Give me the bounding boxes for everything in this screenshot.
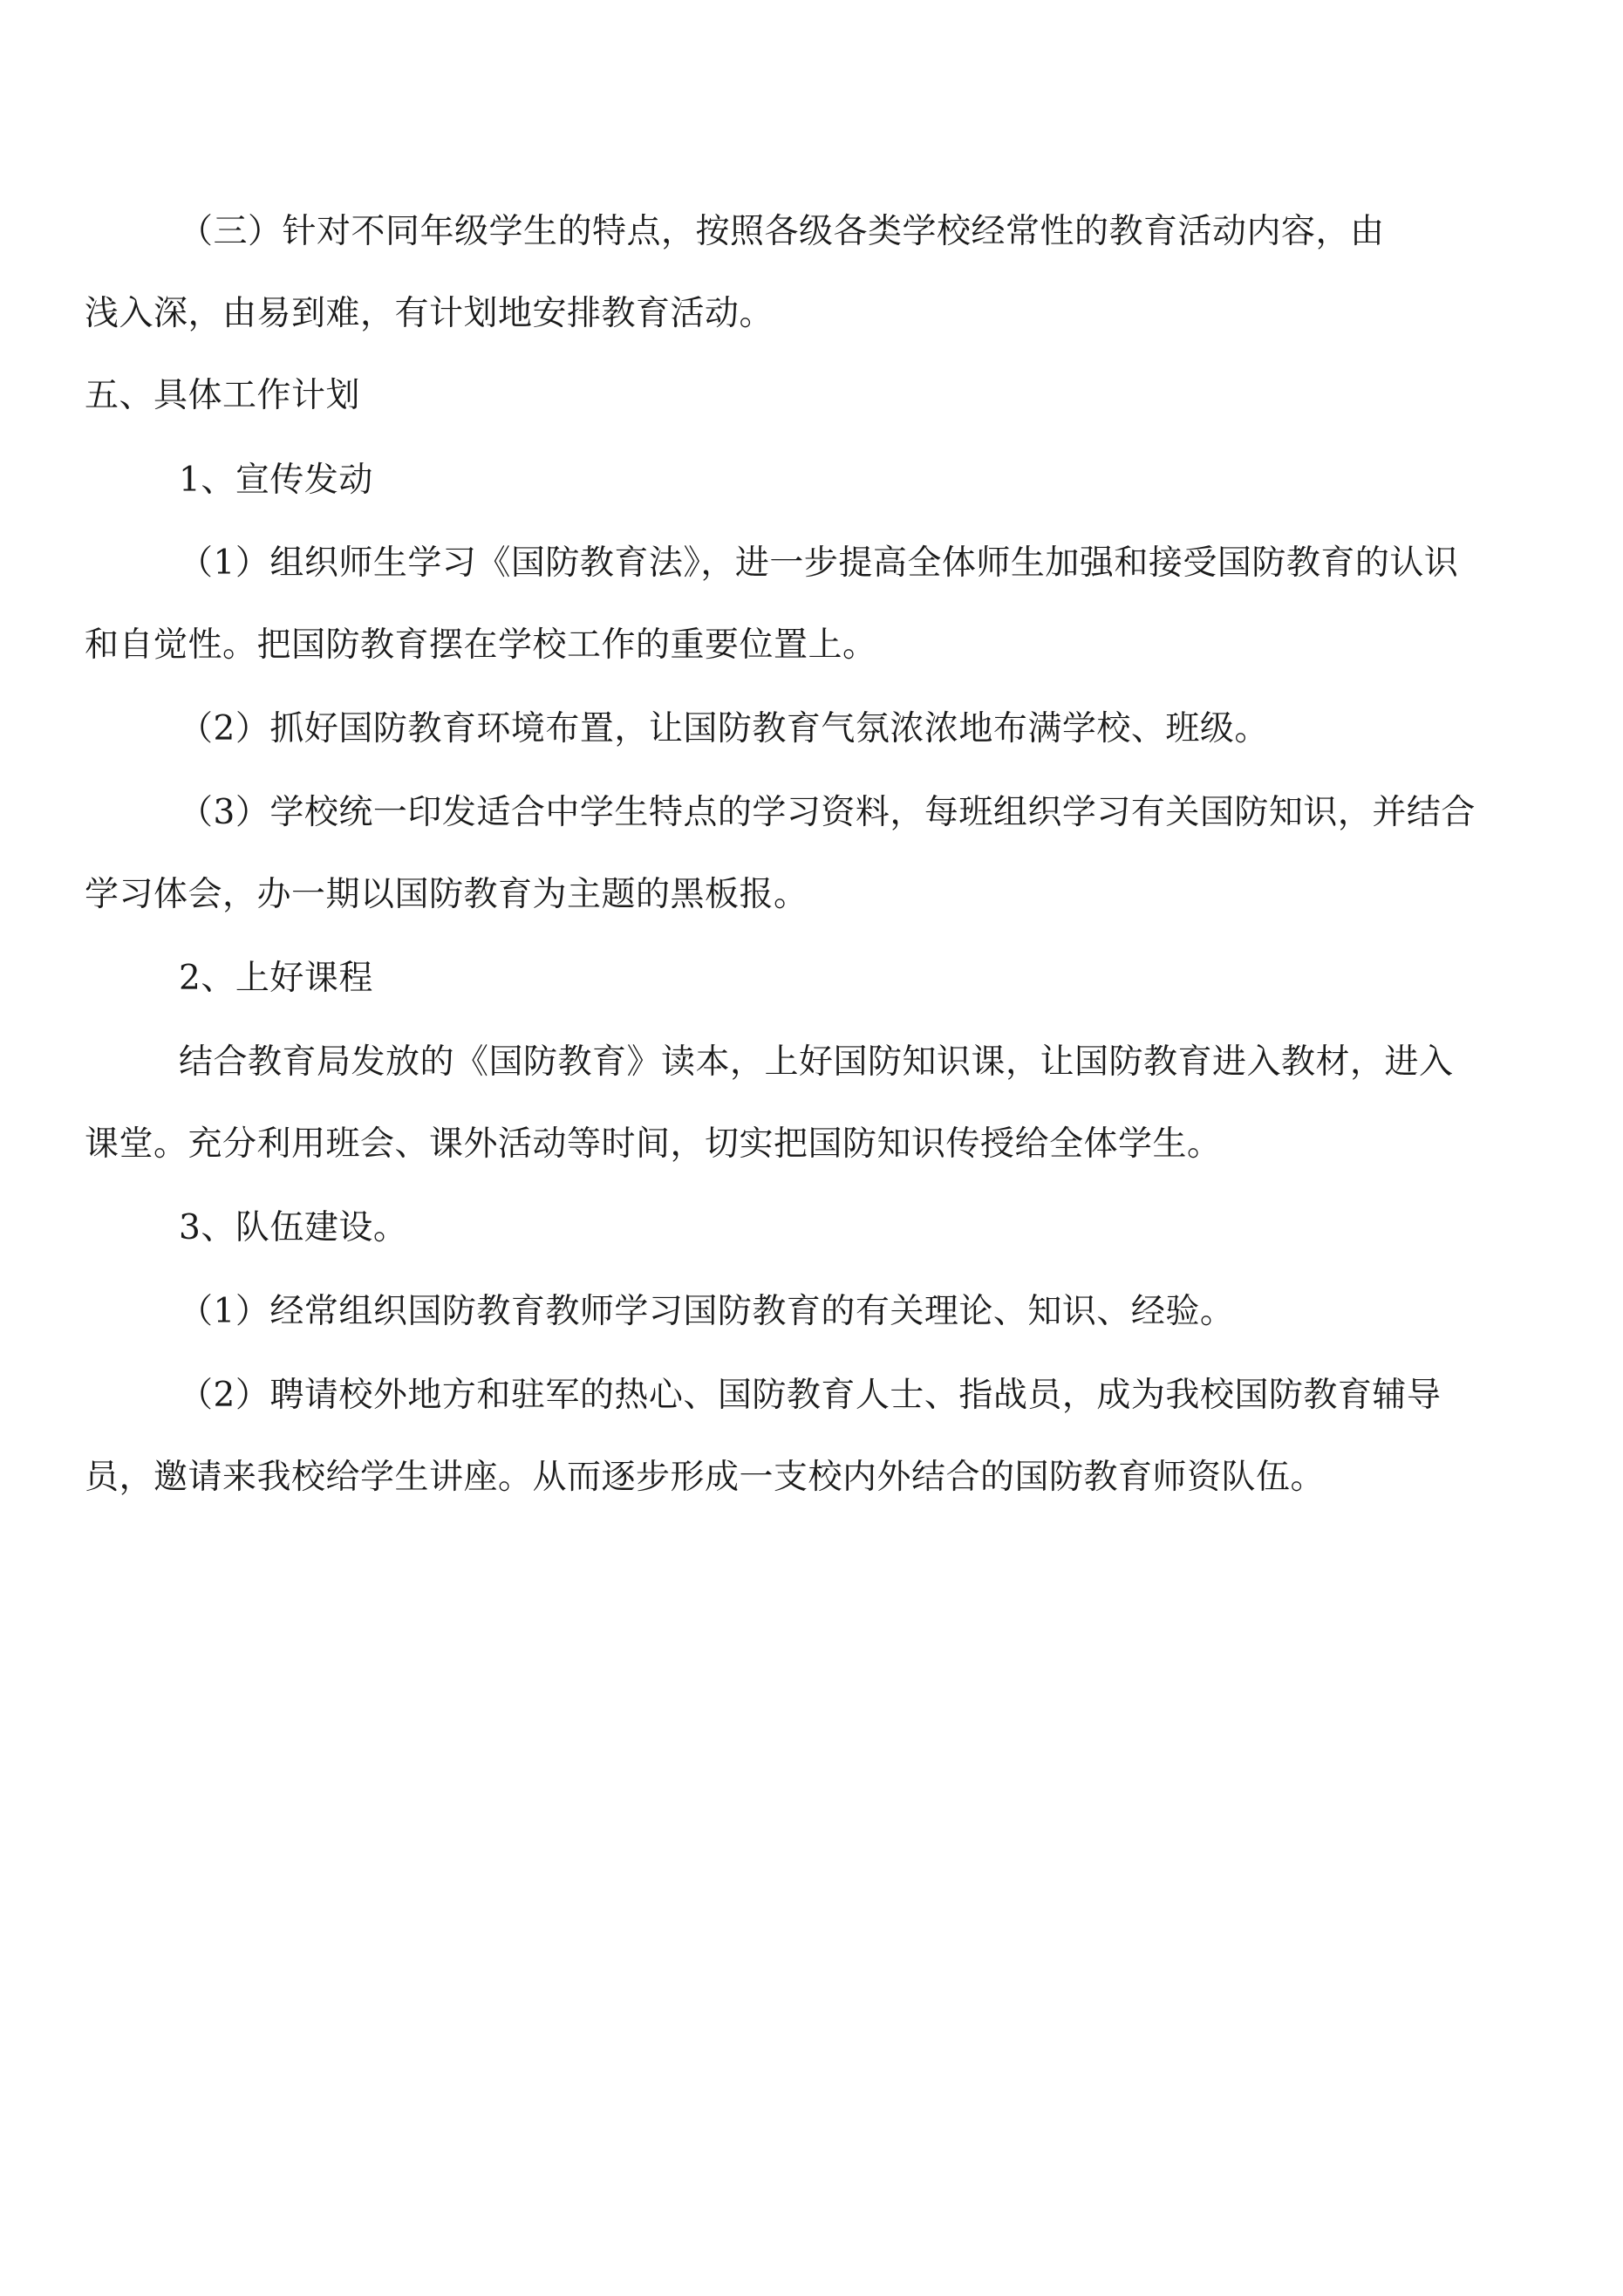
para-3-line-2: 浅入深，由易到难，有计划地安排教育活动。 bbox=[85, 294, 774, 333]
item-1-3-line-1: （3）学校统一印发适合中学生特点的学习资料，每班组织学习有关国防知识，并结合 bbox=[179, 793, 1476, 832]
para-3-line-1: （三）针对不同年级学生的特点，按照各级各类学校经常性的教育活动内容，由 bbox=[179, 212, 1385, 251]
item-3-2-line-2: 员，邀请来我校给学生讲座。从而逐步形成一支校内外结合的国防教育师资队伍。 bbox=[85, 1458, 1326, 1497]
item-1-1-line-2: 和自觉性。把国防教育摆在学校工作的重要位置上。 bbox=[85, 625, 877, 665]
item-1-3-line-2: 学习体会，办一期以国防教育为主题的黑板报。 bbox=[85, 875, 808, 914]
subsection-3-heading: 3、队伍建设。 bbox=[179, 1208, 408, 1247]
item-1-2-line-1: （2）抓好国防教育环境布置，让国防教育气氛浓浓地布满学校、班级。 bbox=[179, 709, 1269, 748]
para-2-line-1: 结合教育局发放的《国防教育》读本，上好国防知识课，让国防教育进入教材，进入 bbox=[179, 1042, 1454, 1082]
item-3-1-line-1: （1）经常组织国防教育教师学习国防教育的有关理论、知识、经验。 bbox=[179, 1292, 1235, 1331]
subsection-1-heading: 1、宣传发动 bbox=[179, 461, 373, 500]
section-5-heading: 五、具体工作计划 bbox=[85, 376, 361, 415]
subsection-2-heading: 2、上好课程 bbox=[179, 959, 373, 998]
item-3-2-line-1: （2）聘请校外地方和驻军的热心、国防教育人士、指战员，成为我校国防教育辅导 bbox=[179, 1376, 1442, 1415]
item-1-1-line-1: （1）组织师生学习《国防教育法》，进一步提高全体师生加强和接受国防教育的认识 bbox=[179, 543, 1459, 583]
para-2-line-2: 课堂。充分利用班会、课外活动等时间，切实把国防知识传授给全体学生。 bbox=[85, 1124, 1222, 1164]
